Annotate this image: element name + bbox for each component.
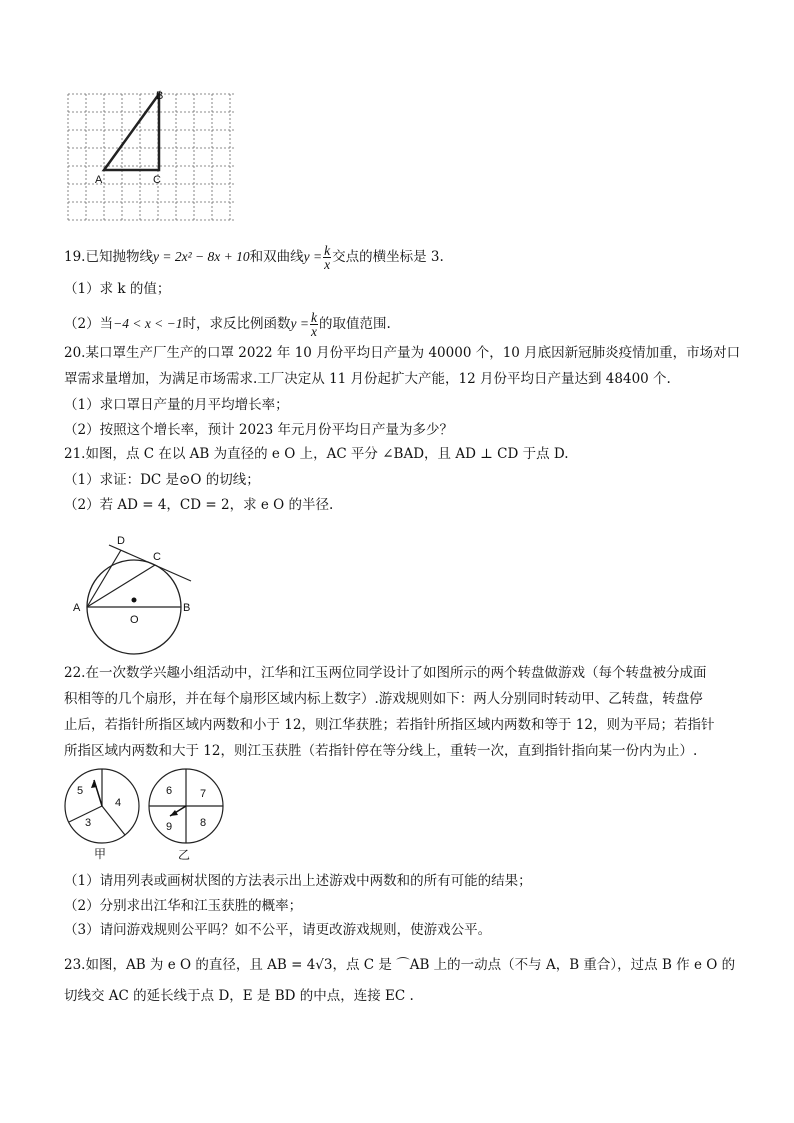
q19-mid: 和双曲线 [249, 249, 304, 265]
q19-fraction [323, 244, 331, 271]
grid-triangle-figure [64, 88, 244, 228]
q20-part2: （2）按照这个增长率，预计 2023 年元月份平均日产量为多少？ [64, 422, 454, 438]
q19-part2 [64, 311, 391, 338]
q20-part1: （1）求口罩日产量的月平均增长率； [64, 397, 289, 413]
q22-part1: （1）请用列表或画树状图的方法表示出上述游戏中两数和的所有可能的结果； [64, 873, 532, 889]
spinner-b-number-9: 9 [166, 821, 173, 833]
frac-denominator: x [324, 257, 331, 272]
spinner-a-number-3: 3 [85, 817, 92, 829]
q19-part1: （1）求 k 的值； [64, 281, 171, 297]
q21-stem: 21.如图，点 C 在以 AB 为直径的 e O 上，AC 平分 ∠BAD，且 AD ⊥ CD 于点 D. [64, 446, 569, 462]
label-a: A [95, 174, 103, 186]
frac-denominator: x [311, 324, 318, 339]
q19-p2-tail: 的取值范围. [319, 316, 391, 332]
q19-tail: 交点的横坐标是 3. [332, 249, 444, 265]
q19-intro: 19.已知抛物线 [64, 249, 153, 265]
center-dot [132, 598, 137, 603]
label-c: C [153, 174, 161, 186]
q19-inequality: −4 < x < −1 [113, 316, 183, 331]
frac-numerator: k [311, 310, 318, 325]
spinner-b [149, 769, 223, 862]
q19-stem [64, 244, 444, 271]
label-b: B [156, 90, 164, 102]
q19-p2-mid: 时，求反比例函数 [182, 316, 291, 332]
label-o: O [130, 614, 139, 626]
spinner-b-number-7: 7 [200, 788, 207, 800]
q22-line4: 所指区域内两数和大于 12，则江玉获胜（若指针停在等分线上，重转一次，直到指针指向某一份内为止）. [64, 743, 698, 759]
q20-line1: 20.某口罩生产厂生产的口罩 2022 年 10 月份平均日产量为 40000 个，10 月底因新冠肺炎疫情加重，市场对口 [64, 345, 741, 361]
label-c: C [153, 551, 161, 563]
spinner-a-label: 甲 [94, 847, 107, 861]
spinner-b-number-6: 6 [166, 785, 173, 797]
q21-part2: （2）若 AD = 4，CD = 2，求 e O 的半径. [64, 497, 334, 513]
q19-parabola-eq: y = 2x² − 8x + 10 [152, 249, 250, 264]
q19-p2-fraction [310, 311, 318, 338]
q23-line1: 23.如图，AB 为 e O 的直径，且 AB = 4√3，点 C 是 ⌒AB 上的一动点（不与 A，B 重合），过点 B 作 e O 的 [64, 957, 736, 973]
label-b: B [183, 602, 191, 614]
q23-line2: 切线交 AC 的延长线于点 D，E 是 BD 的中点，连接 EC . [64, 988, 414, 1004]
q22-line3: 止后，若指针所指区域内两数和小于 12，则江华获胜；若指针所指区域内两数和等于 12，则为平局；若指针 [64, 717, 715, 733]
circle-tangent-figure [64, 530, 204, 655]
spinners-figure [60, 764, 240, 864]
label-a: A [73, 602, 81, 614]
q22-part3: （3）请问游戏规则公平吗？如不公平，请更改游戏规则，使游戏公平。 [64, 922, 492, 938]
label-d: D [117, 535, 125, 547]
spinner-b-label: 乙 [178, 848, 191, 862]
spinner-b-number-8: 8 [200, 817, 207, 829]
q19-p2-prefix: （2）当 [64, 316, 114, 332]
grid-lines [68, 94, 236, 222]
spinner-a-number-4: 4 [115, 797, 122, 809]
segment-ac [87, 565, 155, 607]
segment-ad [87, 550, 121, 607]
q22-line2: 积相等的几个扇形，并在每个扇形区域内标上数字）.游戏规则如下：两人分别同时转动甲、乙转盘，转盘停 [64, 691, 703, 707]
q20-line2: 罩需求量增加，为满足市场需求.工厂决定从 11 月份起扩大产能，12 月份平均日产量达到 48400 个. [64, 371, 671, 387]
spinner-a-number-5: 5 [77, 785, 84, 797]
q22-line1: 22.在一次数学兴趣小组活动中，江华和江玉两位同学设计了如图所示的两个转盘做游戏（每个转盘被分成面 [64, 665, 707, 681]
frac-numerator: k [324, 243, 331, 258]
q19-hyperbola-lhs: y = [303, 249, 323, 264]
spinner-a [65, 769, 139, 861]
q21-part1: （1）求证：DC 是⊙O 的切线； [64, 472, 260, 488]
triangle-abc [104, 94, 159, 170]
q22-part2: （2）分别求出江华和江玉获胜的概率； [64, 898, 303, 914]
q19-p2-lhs: y = [290, 316, 310, 331]
